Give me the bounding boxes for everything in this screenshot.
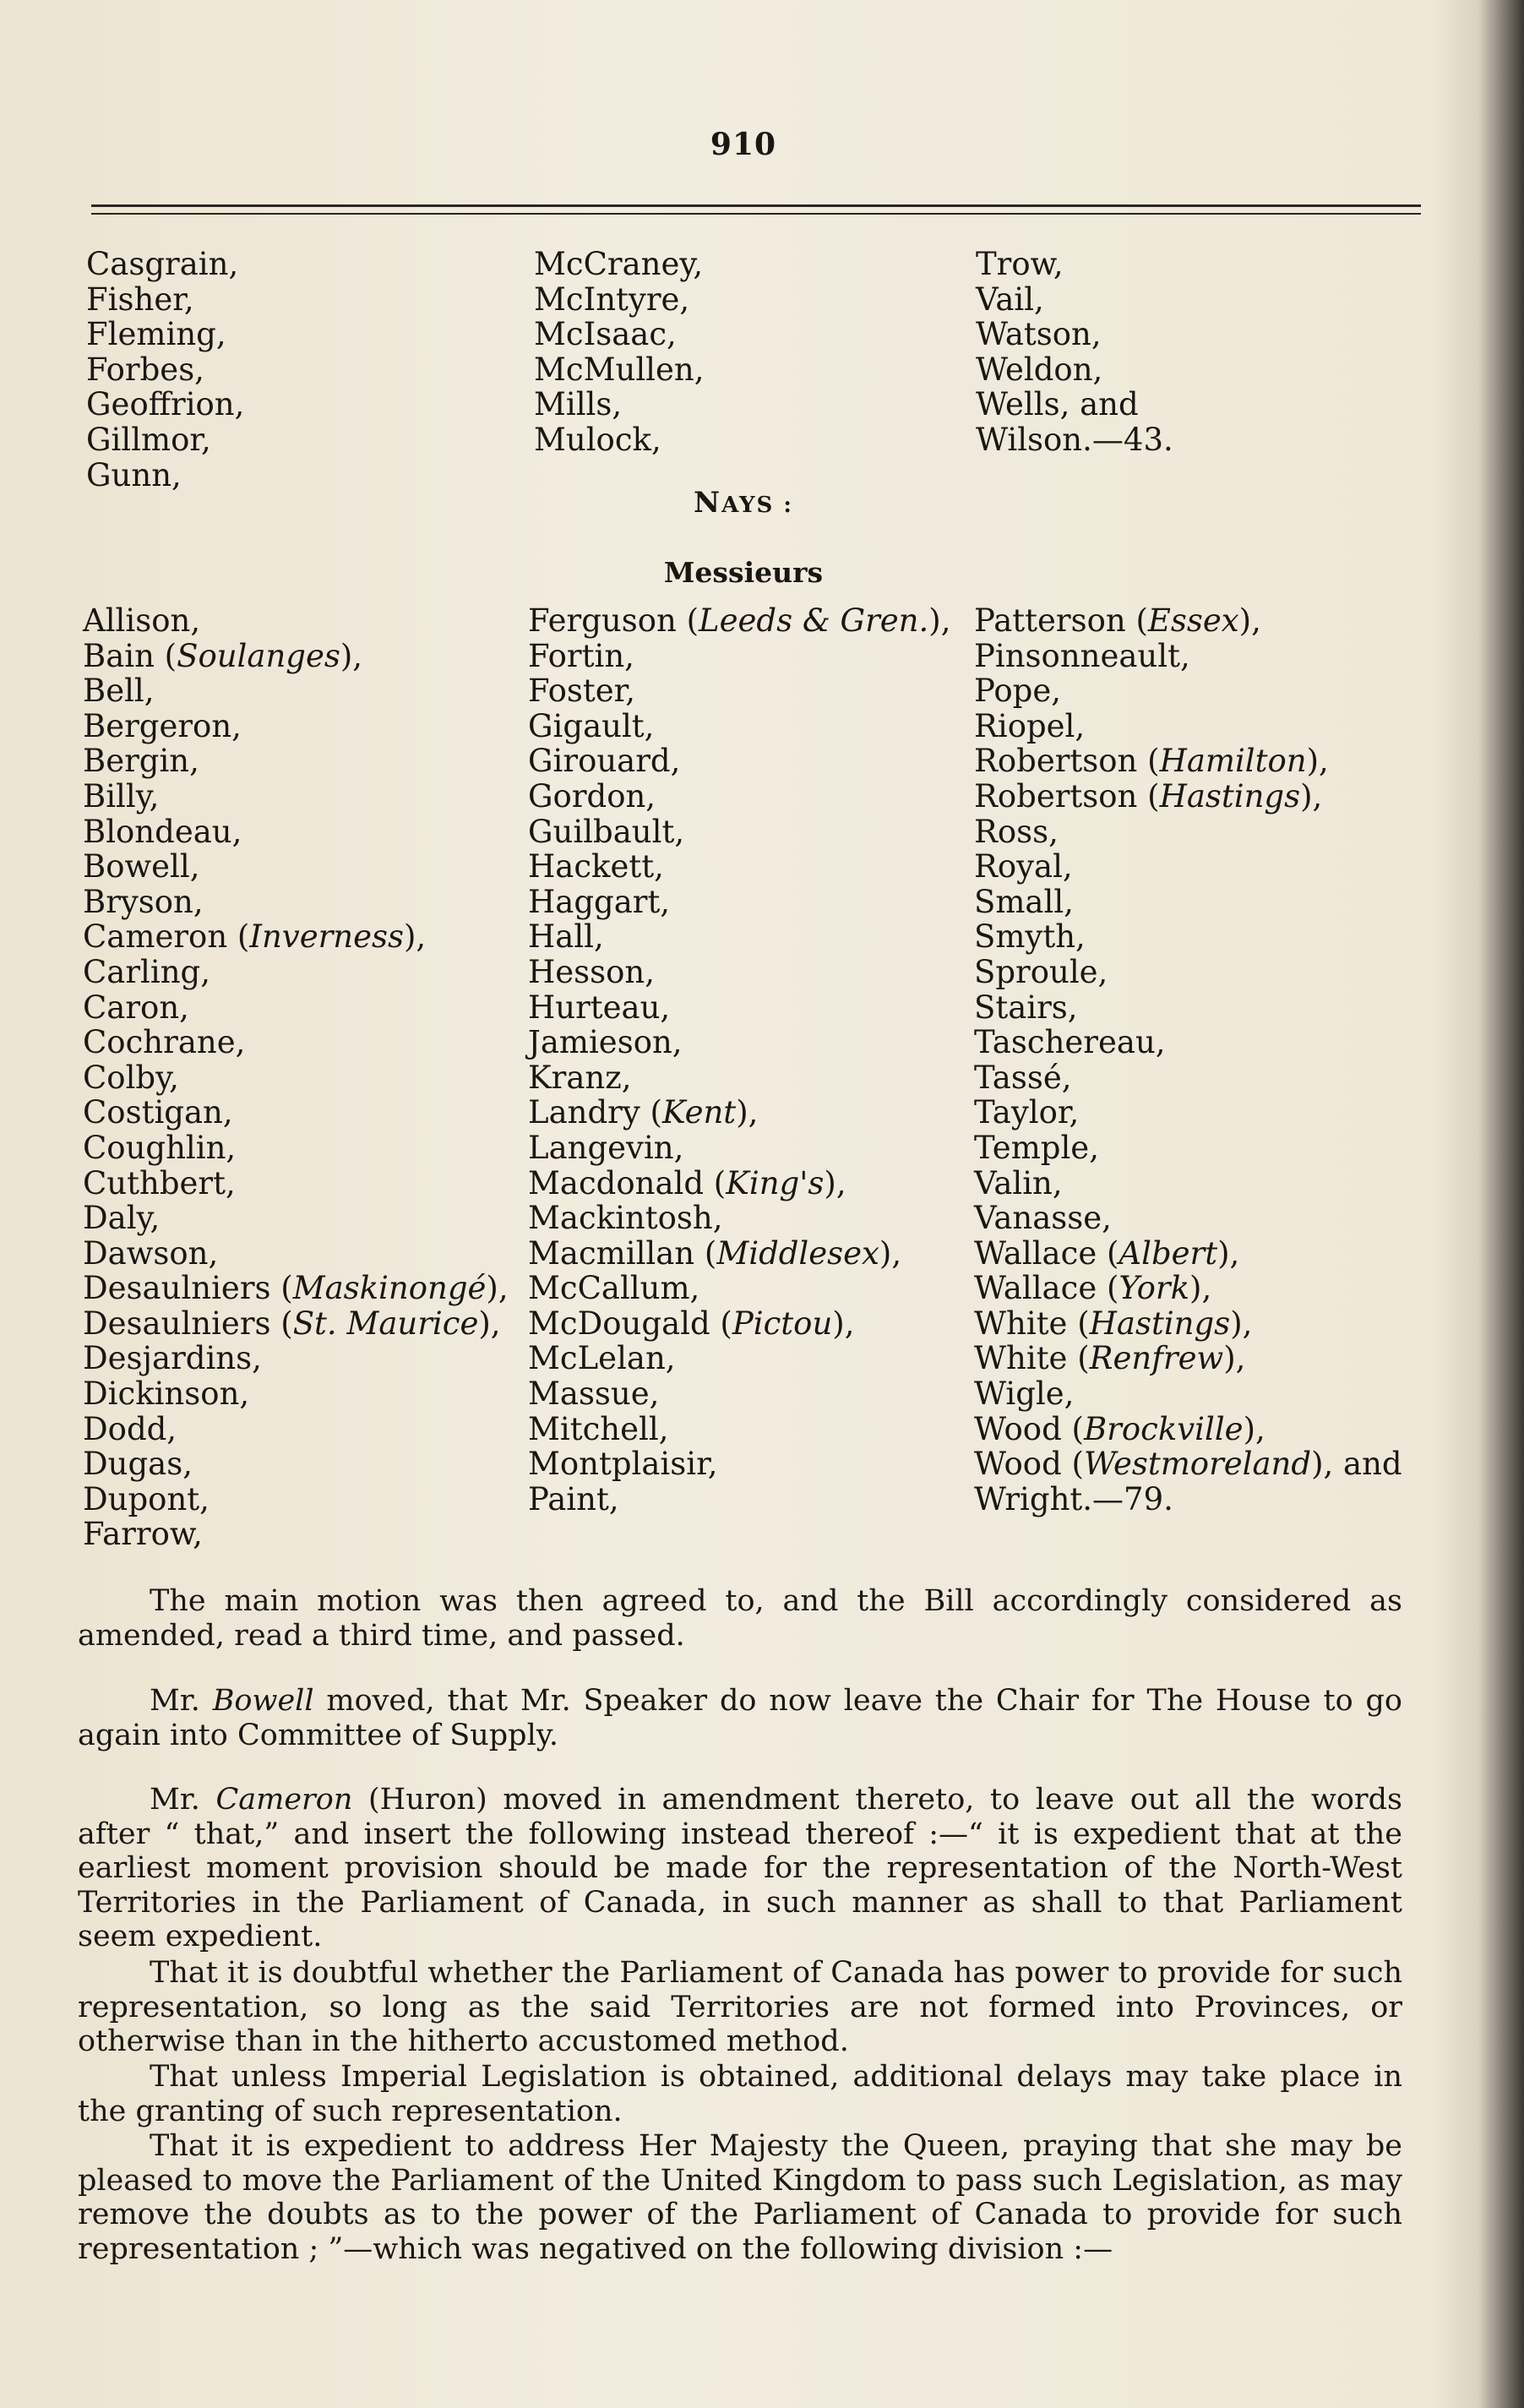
paragraph-text: That it is expedient to address Her Majesty the Queen, praying that she may be pleased to move the Parliament of the United Kingdom to pass such Legislation, as may remove the doubts as to the power of the Parliament of Canada to provide for such representation ; ”—which was negatived on the following division :— xyxy=(78,2129,1402,2266)
nay-member-name: Dugas, xyxy=(83,1446,193,1483)
nay-member-name: Taylor, xyxy=(974,1094,1080,1131)
nay-member-name: Landry (Kent), xyxy=(528,1094,759,1131)
nays-column-3 xyxy=(974,603,1402,1517)
yea-member-name: Casgrain, xyxy=(86,246,239,282)
nay-member-name: Cochrane, xyxy=(83,1024,246,1061)
nay-member-name: Bergeron, xyxy=(83,707,242,744)
nay-member-name: Wallace (York), xyxy=(974,1270,1212,1307)
nay-member-name: Bain (Soulanges), xyxy=(83,637,363,674)
nay-member-name: Pinsonneault, xyxy=(974,637,1190,674)
nays-heading-text: NAYS : xyxy=(694,486,793,520)
yea-member-name: McIntyre, xyxy=(534,281,690,318)
nay-member-name: Royal, xyxy=(974,848,1073,885)
paragraph-imperial-legislation xyxy=(78,2060,1402,2128)
yea-member-name: Trow, xyxy=(976,246,1064,282)
nay-member-name: Vanasse, xyxy=(974,1200,1112,1237)
paragraph-text: That unless Imperial Legislation is obtained, additional delays may take place in the granting of such representation. xyxy=(78,2060,1402,2128)
nay-member-name: Jamieson, xyxy=(528,1024,683,1061)
yeas-continued-column-2 xyxy=(534,247,704,458)
yea-member-name: Wilson.—43. xyxy=(976,421,1173,458)
nay-member-name: Gordon, xyxy=(528,777,656,814)
paragraph-cameron-amendment xyxy=(78,1783,1402,1954)
nay-member-name: Riopel, xyxy=(974,707,1086,744)
nay-member-name: Smyth, xyxy=(974,918,1086,956)
paragraph-text: The main motion was then agreed to, and the Bill accordingly considered as amended, read a third time, and passed. xyxy=(78,1584,1402,1653)
nay-member-name: Wood (Brockville), xyxy=(974,1410,1265,1447)
nay-member-name: Dickinson, xyxy=(83,1376,250,1413)
nay-member-name: Desjardins, xyxy=(83,1340,262,1377)
nay-member-name: Paint, xyxy=(528,1480,619,1517)
nay-member-name: Girouard, xyxy=(528,743,681,780)
yea-member-name: McCraney, xyxy=(534,246,704,282)
nay-member-name: Foster, xyxy=(528,673,636,710)
nay-member-name: Macmillan (Middlesex), xyxy=(528,1234,902,1272)
yea-member-name: Gillmor, xyxy=(86,421,211,458)
nay-member-name: Hackett, xyxy=(528,848,664,885)
nay-member-name: McLelan, xyxy=(528,1340,676,1377)
yea-member-name: Vail, xyxy=(976,281,1044,318)
nay-member-name: Pope, xyxy=(974,673,1062,710)
nay-member-name: Taschereau, xyxy=(974,1024,1166,1061)
yea-member-name: Weldon, xyxy=(976,351,1103,388)
yeas-continued-column-3 xyxy=(976,247,1173,458)
nay-member-name: Allison, xyxy=(83,602,201,639)
nay-member-name: Billy, xyxy=(83,777,160,814)
nay-member-name: Hall, xyxy=(528,918,604,956)
nay-member-name: Montplaisir, xyxy=(528,1446,718,1483)
nay-member-name: Desaulniers (Maskinongé), xyxy=(83,1270,509,1307)
nay-member-name: Ferguson (Leeds & Gren.), xyxy=(528,602,951,639)
nays-column-1 xyxy=(83,603,509,1552)
nay-member-name: Caron, xyxy=(83,989,189,1026)
nay-member-name: Gigault, xyxy=(528,707,655,744)
nay-member-name: Robertson (Hastings), xyxy=(974,777,1323,814)
yea-member-name: Mulock, xyxy=(534,421,661,458)
nay-member-name: Mackintosh, xyxy=(528,1200,723,1237)
yea-member-name: McIsaac, xyxy=(534,316,677,353)
yea-member-name: Forbes, xyxy=(86,351,204,388)
nay-member-name: Sproule, xyxy=(974,953,1108,990)
yea-member-name: Fleming, xyxy=(86,316,226,353)
messieurs-heading: Messieurs xyxy=(663,556,824,589)
nay-member-name: Tassé, xyxy=(974,1059,1072,1096)
nay-member-name: Robertson (Hamilton), xyxy=(974,743,1329,780)
yea-member-name: Gunn, xyxy=(86,456,182,493)
nays-column-2 xyxy=(528,603,950,1517)
nay-member-name: Bell, xyxy=(83,673,155,710)
nay-member-name: Massue, xyxy=(528,1376,660,1413)
yea-member-name: Geoffrion, xyxy=(86,386,245,423)
nay-member-name: Bowell, xyxy=(83,848,200,885)
nay-member-name: Carling, xyxy=(83,953,210,990)
member-name: Bowell xyxy=(212,1684,314,1718)
member-name: Cameron xyxy=(215,1783,353,1817)
nay-member-name: Haggart, xyxy=(528,883,671,920)
nays-heading xyxy=(0,486,1487,520)
nay-member-name: Dupont, xyxy=(83,1480,210,1517)
nay-member-name: White (Hastings), xyxy=(974,1305,1253,1342)
nay-member-name: Macdonald (King's), xyxy=(528,1164,846,1201)
nay-member-name: Costigan, xyxy=(83,1094,233,1131)
nay-member-name: Ross, xyxy=(974,813,1059,850)
nay-member-name: Dodd, xyxy=(83,1410,177,1447)
yea-member-name: Watson, xyxy=(976,316,1102,353)
prefix-text: Mr. xyxy=(150,1684,213,1718)
nay-member-name: Blondeau, xyxy=(83,813,242,850)
nay-member-name: Kranz, xyxy=(528,1059,632,1096)
prefix-text: Mr. xyxy=(150,1783,216,1817)
nay-member-name: Cuthbert, xyxy=(83,1164,236,1201)
nay-member-name: Langevin, xyxy=(528,1129,684,1166)
nay-member-name: Colby, xyxy=(83,1059,179,1096)
paragraph-main-motion xyxy=(78,1584,1402,1653)
paragraph-bowell-motion xyxy=(78,1684,1402,1752)
nay-member-name: Cameron (Inverness), xyxy=(83,918,427,956)
yea-member-name: Wells, and xyxy=(976,386,1139,423)
nay-member-name: Mitchell, xyxy=(528,1410,669,1447)
nay-member-name: Patterson (Essex), xyxy=(974,602,1261,639)
nay-member-name: Wigle, xyxy=(974,1376,1075,1413)
nay-member-name: White (Renfrew), xyxy=(974,1340,1246,1377)
nay-member-name: Bryson, xyxy=(83,883,204,920)
nay-member-name: Wright.—79. xyxy=(974,1480,1173,1517)
nay-member-name: Hesson, xyxy=(528,953,656,990)
yea-member-name: Mills, xyxy=(534,386,623,423)
yea-member-name: McMullen, xyxy=(534,351,705,388)
nay-member-name: McCallum, xyxy=(528,1270,700,1307)
paragraph-doubtful-power xyxy=(78,1956,1402,2059)
page-number: 910 xyxy=(710,127,777,162)
nay-member-name: Temple, xyxy=(974,1129,1099,1166)
nay-member-name: Small, xyxy=(974,883,1074,920)
nay-member-name: Daly, xyxy=(83,1200,161,1237)
yea-member-name: Fisher, xyxy=(86,281,194,318)
nay-member-name: Farrow, xyxy=(83,1516,203,1553)
nay-member-name: Valin, xyxy=(974,1164,1063,1201)
yeas-continued-column-1 xyxy=(86,247,244,493)
nay-member-name: Dawson, xyxy=(83,1234,219,1272)
paragraph-text: (Huron) moved in amendment thereto, to leave out all the words after “ that,” and insert the following instead thereof :—“ it is expedient that at the earliest moment provision should be made for the representation of the North-West Territories in the Parliament of Canada, in such manner as shall to that Parliament seem expedient. xyxy=(78,1783,1402,1953)
nay-member-name: Fortin, xyxy=(528,637,634,674)
nay-member-name: Wallace (Albert), xyxy=(974,1234,1240,1272)
nay-member-name: Guilbault, xyxy=(528,813,685,850)
nay-member-name: Bergin, xyxy=(83,743,199,780)
nay-member-name: Coughlin, xyxy=(83,1129,237,1166)
paragraph-address-queen xyxy=(78,2129,1402,2266)
paragraph-text: moved, that Mr. Speaker do now leave the Chair for The House to go again into Committee of Supply. xyxy=(78,1684,1402,1752)
nay-member-name: McDougald (Pictou), xyxy=(528,1305,855,1342)
header-rule xyxy=(91,204,1421,215)
nay-member-name: Hurteau, xyxy=(528,989,671,1026)
nay-member-name: Wood (Westmoreland), and xyxy=(974,1446,1402,1483)
nay-member-name: Stairs, xyxy=(974,989,1078,1026)
nay-member-name: Desaulniers (St. Maurice), xyxy=(83,1305,501,1342)
paragraph-text: That it is doubtful whether the Parliament of Canada has power to provide for such representation, so long as the said Territories are not formed into Provinces, or otherwise than in the hitherto accustomed method. xyxy=(78,1956,1402,2058)
